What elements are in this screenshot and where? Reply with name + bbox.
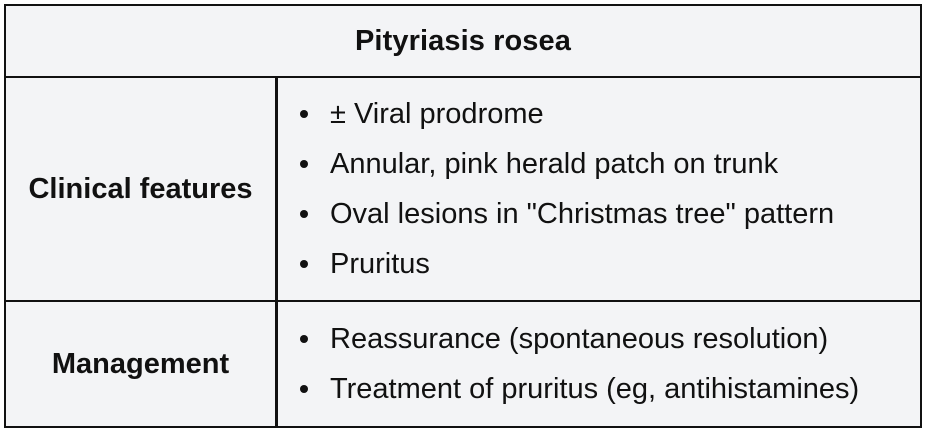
clinical-features-label: Clinical features xyxy=(28,172,253,205)
clinical-features-row xyxy=(6,78,920,302)
list-item: Annular, pink herald patch on trunk xyxy=(294,139,834,189)
pityriasis-rosea-table xyxy=(4,4,922,428)
list-item: Oval lesions in "Christmas tree" pattern xyxy=(294,189,834,239)
list-item: Reassurance (spontaneous resolution) xyxy=(294,314,859,364)
management-list xyxy=(294,314,859,414)
management-content-cell xyxy=(278,302,920,426)
table-title: Pityriasis rosea xyxy=(354,24,571,57)
management-row xyxy=(6,302,920,426)
table-title-row xyxy=(6,6,920,78)
clinical-features-content-cell xyxy=(278,78,920,300)
management-label: Management xyxy=(51,347,230,380)
list-item: Pruritus xyxy=(294,239,834,289)
list-item: ± Viral prodrome xyxy=(294,89,834,139)
management-label-cell xyxy=(6,302,278,426)
list-item: Treatment of pruritus (eg, antihistamines) xyxy=(294,364,859,414)
clinical-features-label-cell xyxy=(6,78,278,300)
clinical-features-list xyxy=(294,89,834,289)
